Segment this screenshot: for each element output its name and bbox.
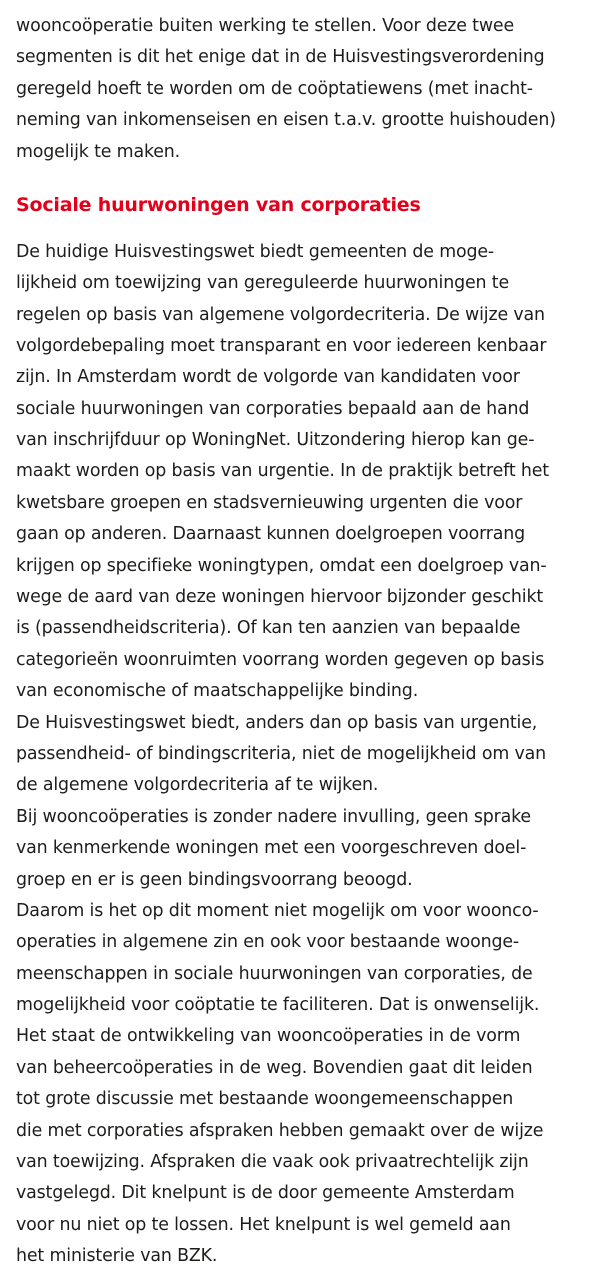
text-line: de algemene volgordecriteria af te wijken. bbox=[16, 775, 379, 796]
text-line: operaties in algemene zin en ook voor bestaande woonge- bbox=[16, 932, 520, 953]
text-line: segmenten is dit het enige dat in de Huisvestingsverordening bbox=[16, 47, 545, 68]
text-line: Daarom is het op dit moment niet mogelijk om voor woonco- bbox=[16, 900, 539, 921]
text-line: De Huisvestingswet biedt, anders dan op basis van urgentie, bbox=[16, 712, 538, 733]
text-line: maakt worden op basis van urgentie. In de praktijk betreft het bbox=[16, 461, 549, 482]
text-line: wooncoöperatie buiten werking te stellen. Voor deze twee bbox=[16, 16, 515, 36]
text-line: lijkheid om toewijzing van gereguleerde huurwoningen te bbox=[16, 273, 510, 294]
text-line: van kenmerkende woningen met een voorgeschreven doel- bbox=[16, 838, 527, 859]
text-line: Het staat de ontwikkeling van wooncoöperaties in de vorm bbox=[16, 1026, 521, 1047]
text-line: van inschrijfduur op WoningNet. Uitzondering hierop kan ge- bbox=[16, 430, 535, 451]
text-line: vastgelegd. Dit knelpunt is de door gemeente Amsterdam bbox=[16, 1183, 515, 1204]
text-line: meenschappen in sociale huurwoningen van corporaties, de bbox=[16, 963, 533, 984]
text-line: is (passendheidscriteria). Of kan ten aanzien van bepaalde bbox=[16, 618, 521, 639]
text-line: De huidige Huisvestingswet biedt gemeenten de moge- bbox=[16, 241, 495, 262]
text-line: passendheid- of bindingscriteria, niet de mogelijkheid om van bbox=[16, 743, 547, 764]
text-line: Bij wooncoöperaties is zonder nadere invulling, geen sprake bbox=[16, 806, 531, 827]
text-line: wege de aard van deze woningen hiervoor bijzonder geschikt bbox=[16, 587, 544, 608]
text-line: tot grote discussie met bestaande woongemeenschappen bbox=[16, 1089, 514, 1110]
text-line: van toewijzing. Afspraken die vaak ook privaatrechtelijk zijn bbox=[16, 1152, 529, 1173]
text-line: neming van inkomenseisen en eisen t.a.v. grootte huishouden) bbox=[16, 110, 556, 131]
text-line: mogelijk te maken. bbox=[16, 141, 181, 162]
text-line: groep en er is geen bindingsvoorrang beoogd. bbox=[16, 869, 413, 890]
text-line: sociale huurwoningen van corporaties bepaald aan de hand bbox=[16, 398, 530, 419]
text-line: het ministerie van BZK. bbox=[16, 1246, 218, 1267]
text-line: van economische of maatschappelijke binding. bbox=[16, 681, 419, 702]
text-line: volgordebepaling moet transparant en voor iedereen kenbaar bbox=[16, 335, 547, 356]
text-line: gaan op anderen. Daarnaast kunnen doelgroepen voorrang bbox=[16, 524, 526, 545]
text-line: voor nu niet op te lossen. Het knelpunt is wel gemeld aan bbox=[16, 1214, 511, 1235]
text-line: van beheercoöperaties in de weg. Bovendien gaat dit leiden bbox=[16, 1057, 533, 1078]
text-line: die met corporaties afspraken hebben gemaakt over de wijze bbox=[16, 1120, 544, 1141]
section-heading: Sociale huurwoningen van corporaties bbox=[16, 193, 421, 216]
section-body bbox=[16, 237, 587, 1273]
text-line: regelen op basis van algemene volgordecriteria. De wijze van bbox=[16, 304, 545, 325]
intro-paragraph bbox=[16, 11, 587, 168]
text-line: mogelijkheid voor coöptatie te faciliteren. Dat is onwenselijk. bbox=[16, 995, 540, 1016]
text-line: geregeld hoeft te worden om de coöptatiewens (met inacht- bbox=[16, 78, 533, 99]
text-line: categorieën woonruimten voorrang worden gegeven op basis bbox=[16, 649, 545, 670]
text-line: krijgen op specifieke woningtypen, omdat een doelgroep van- bbox=[16, 555, 547, 576]
text-line: zijn. In Amsterdam wordt de volgorde van kandidaten voor bbox=[16, 367, 520, 388]
text-line: kwetsbare groepen en stadsvernieuwing urgenten die voor bbox=[16, 492, 523, 513]
